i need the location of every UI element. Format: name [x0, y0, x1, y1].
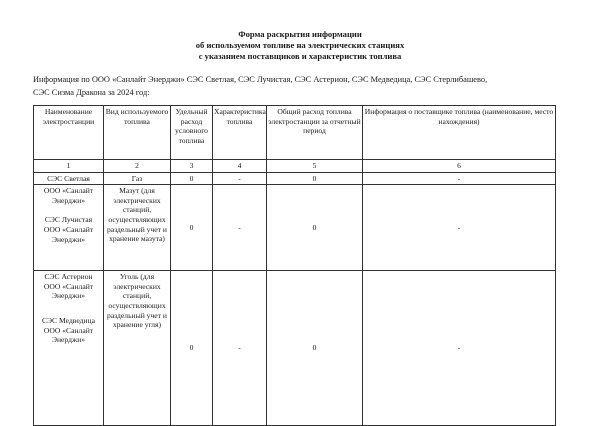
rate-cell: 0: [171, 172, 213, 185]
col-number: 4: [213, 160, 267, 173]
col-number: 1: [34, 160, 104, 173]
station-cell: СЭС Светлая: [34, 172, 104, 185]
info-line-2: СЭС Сизма Дракона за 2024 год:: [33, 88, 150, 97]
supplier-cell: -: [363, 172, 556, 185]
table-row: [34, 271, 556, 426]
table-header-row: [34, 106, 556, 160]
station-line: Энерджи»: [51, 291, 86, 301]
fuel-cell: Мазут (для электрических станций, осуществляющих раздельный учет и хранение мазута): [104, 185, 171, 271]
col-number: 2: [104, 160, 171, 173]
doc-title-line-2: об используемом топливе на электрических станциях: [195, 40, 405, 50]
header-fuel-type: Вид используемого топлива: [104, 106, 171, 160]
total-cell: 0: [267, 172, 363, 185]
col-number: 6: [363, 160, 556, 173]
station-line: Энерджи»: [51, 335, 86, 345]
table-number-row: [34, 160, 556, 173]
characteristics-cell: -: [213, 271, 267, 426]
table-row: [34, 185, 556, 271]
fuel-cell: Уголь (для электрических станций, осуществляющих раздельный учет и хранение угля): [104, 271, 171, 426]
table-row: [34, 172, 556, 185]
supplier-cell: -: [363, 271, 556, 426]
station-line: Энерджи»: [51, 234, 86, 244]
total-cell: 0: [267, 271, 363, 426]
characteristics-cell: -: [213, 185, 267, 271]
station-line: Энерджи»: [51, 195, 86, 205]
header-total-consumption: Общий расход топлива электростанции за отчетный период: [267, 106, 363, 160]
supplier-cell: -: [363, 185, 556, 271]
rate-cell: 0: [171, 271, 213, 426]
fuel-cell: Газ: [104, 172, 171, 185]
station-line: ООО «Санлайт: [43, 281, 94, 291]
characteristics-cell: -: [213, 172, 267, 185]
header-specific-rate: Удельный расход условного топлива: [171, 106, 213, 160]
station-line: СЭС Астерион: [44, 272, 93, 282]
station-line: ООО «Санлайт: [43, 224, 94, 234]
fuel-table: [33, 105, 556, 426]
station-line: ООО «Санлайт: [43, 325, 94, 335]
col-number: 5: [267, 160, 363, 173]
header-station: Наименование электростанции: [34, 106, 104, 160]
station-line: СЭС Лучистая: [44, 215, 93, 225]
col-number: 3: [171, 160, 213, 173]
doc-title-line-3: с указанием поставщиков и характеристик топлива: [198, 51, 402, 61]
total-cell: 0: [267, 185, 363, 271]
station-cell: [34, 185, 104, 271]
station-cell: [34, 271, 104, 426]
rate-cell: 0: [171, 185, 213, 271]
station-line: ООО «Санлайт: [43, 186, 94, 196]
info-line-1: Информация по ООО «Санлайт Энерджи» СЭС Светлая, СЭС Лучистая, СЭС Астерион, СЭС Медведица, СЭС Стерлибашево,: [33, 75, 488, 84]
station-line: СЭС Медведица: [41, 315, 95, 325]
header-supplier-info: Информация о поставщике топлива (наименование, место нахождения): [363, 106, 556, 160]
doc-title-line-1: Форма раскрытия информации: [238, 29, 362, 39]
header-fuel-characteristics: Характеристика топлива: [213, 106, 267, 160]
